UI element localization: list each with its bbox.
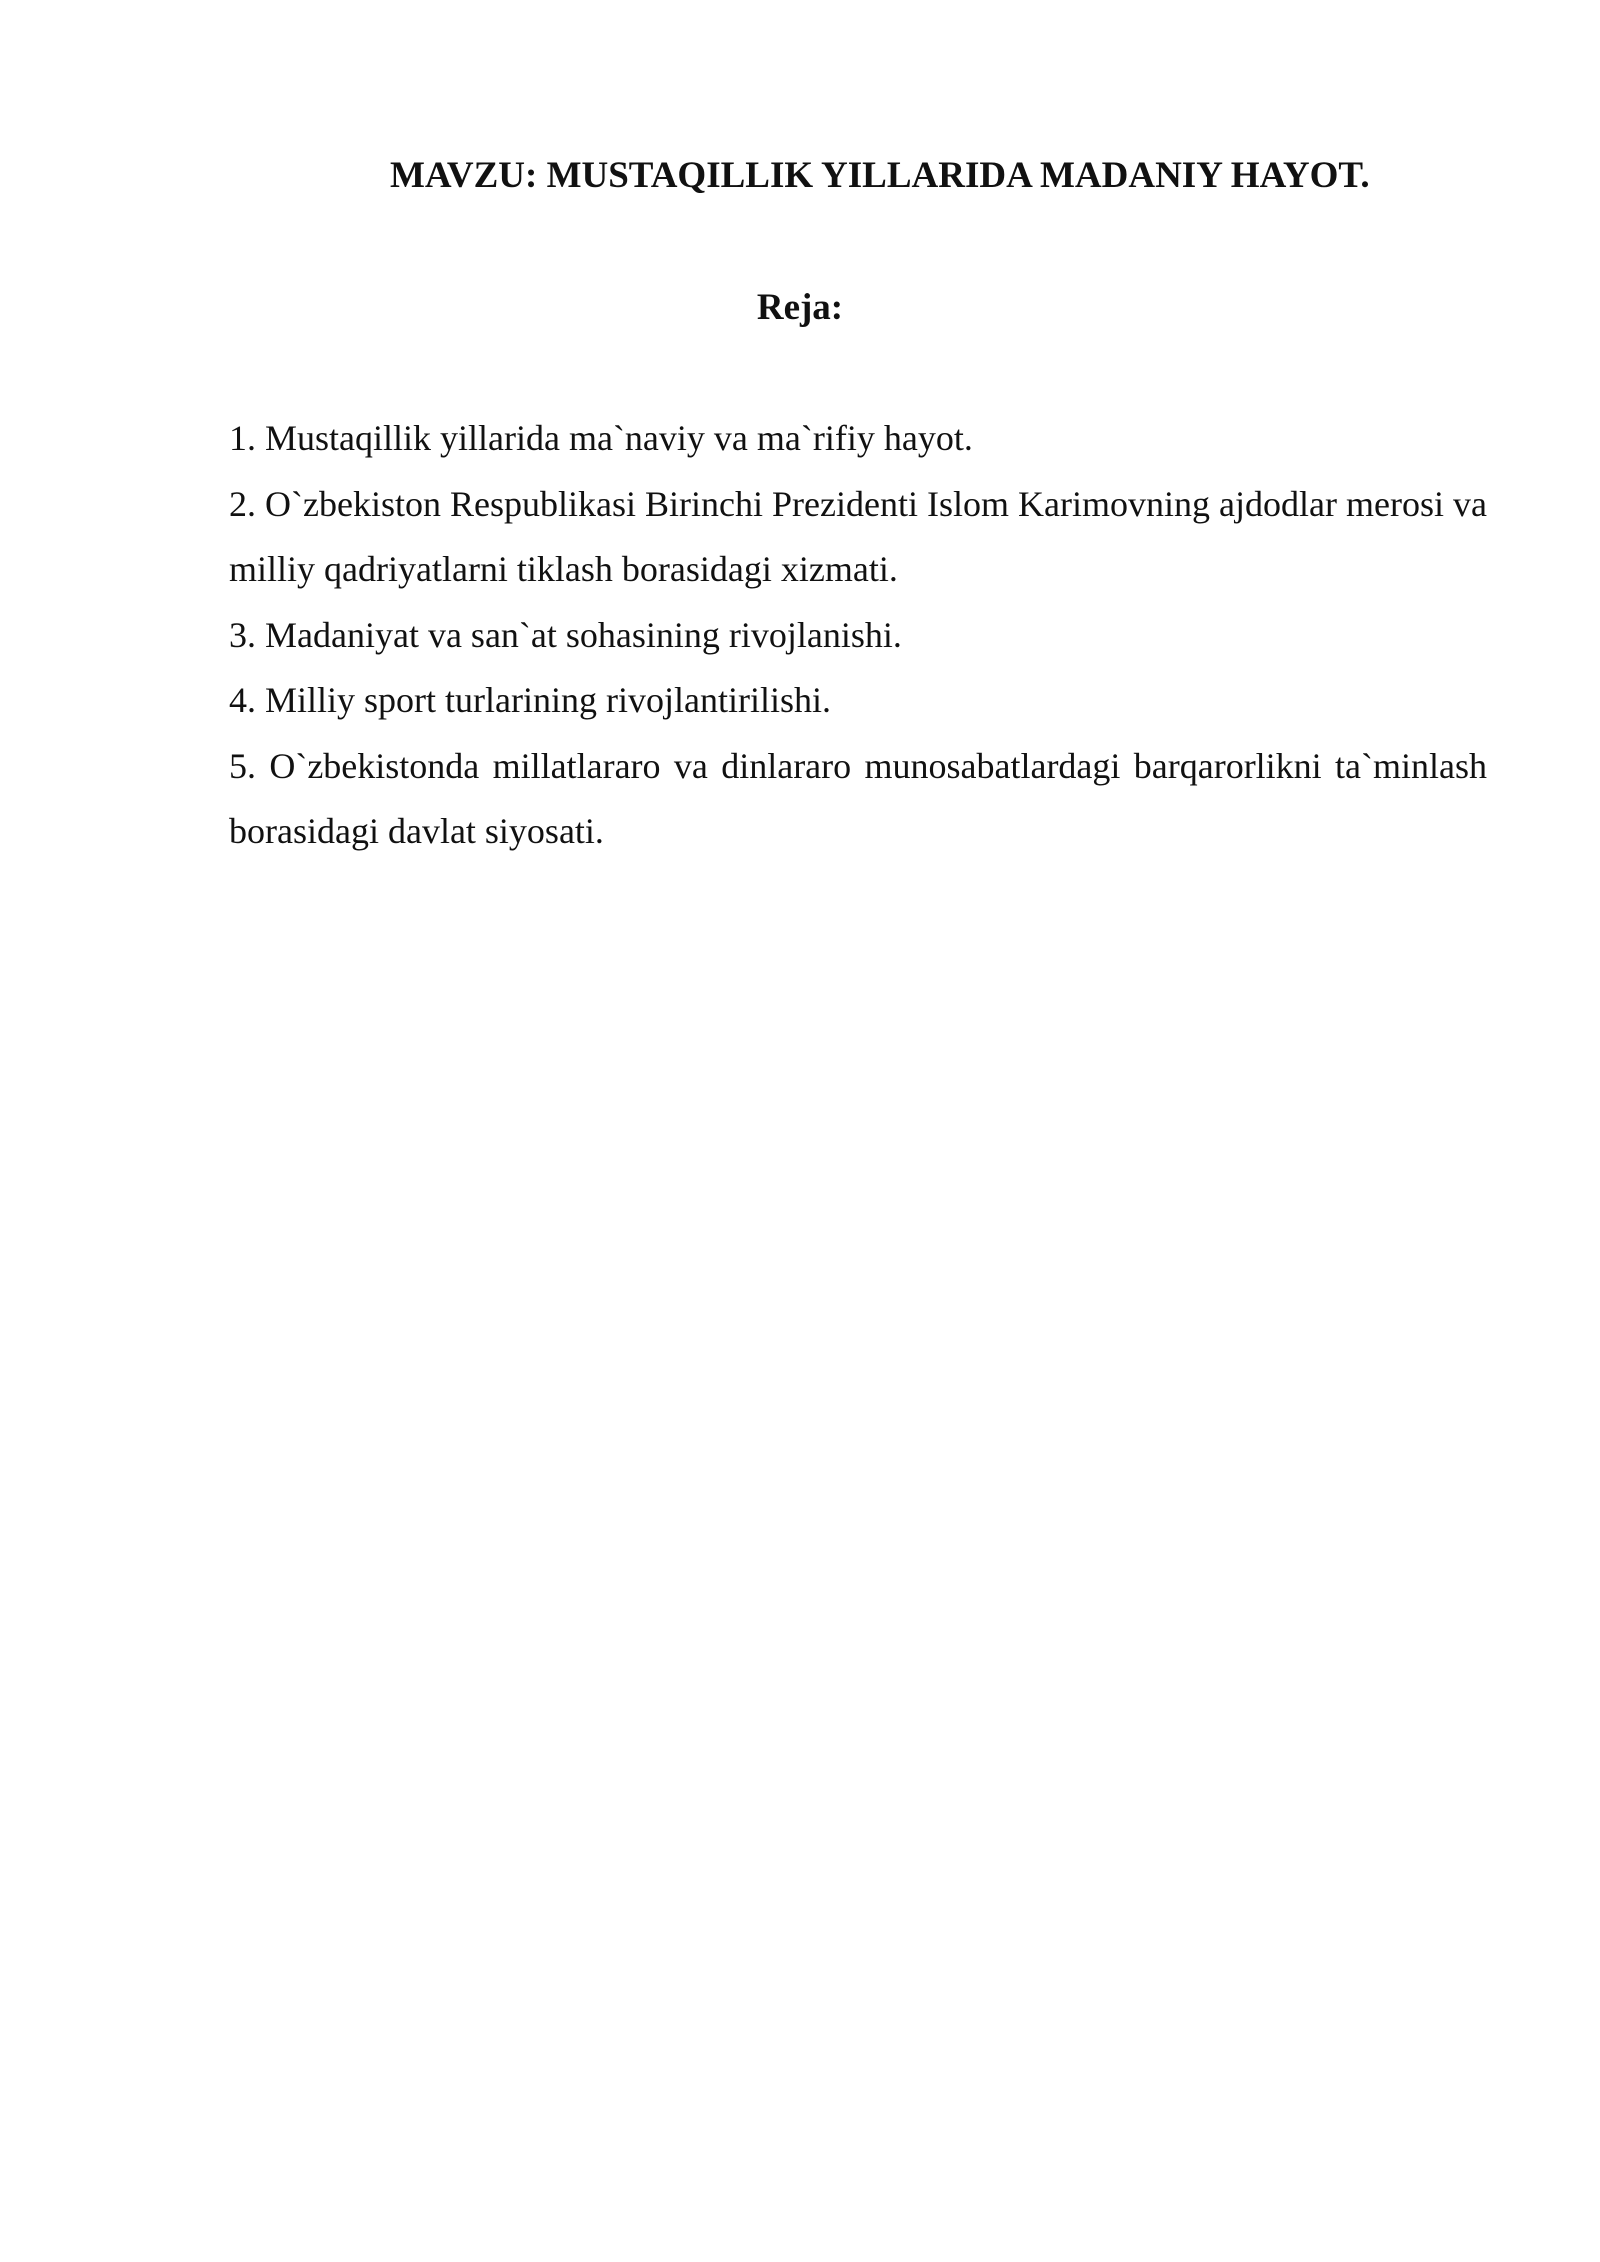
plan-item-1: 1. Mustaqillik yillarida ma`naviy va ma`rifiy hayot. [229,418,973,458]
plan-heading: Reja: [756,287,844,328]
plan-item-2: 2. O`zbekiston Respublikasi Birinchi Prezidenti Islom Karimovning ajdodlar merosi va milliy qadriyatlarni tiklash borasidagi xizmati. [229,483,1487,589]
plan-item-4: 4. Milliy sport turlarining rivojlantirilishi. [229,680,831,720]
plan-item-3: 3. Madaniyat va san`at sohasining rivojlanishi. [229,614,902,655]
plan-item-5: 5. O`zbekistonda millatlararo va dinlararo munosabatlardagi barqarorlikni ta`minlash borasidagi davlat siyosati. [229,745,1487,851]
document-title: MAVZU: MUSTAQILLIK YILLARIDA MADANIY HAYOT. [390,155,1370,196]
plan-list [229,406,1487,865]
